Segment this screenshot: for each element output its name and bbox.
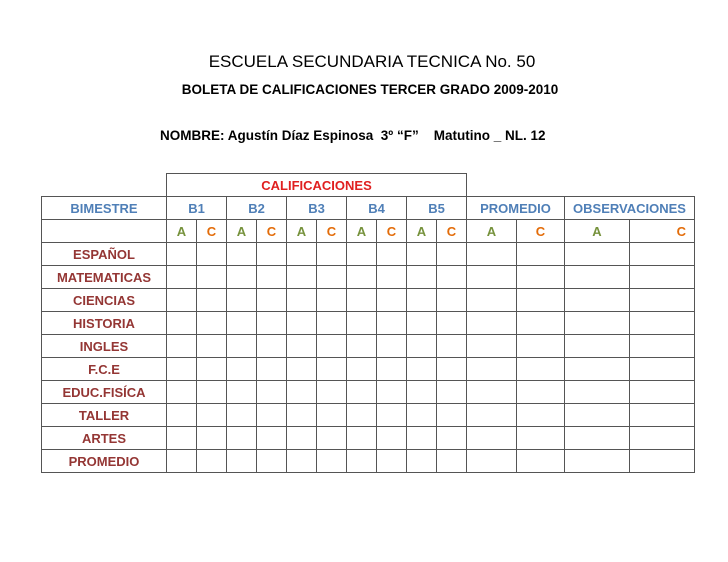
- grade-cell: [257, 289, 287, 312]
- grades-table: [41, 173, 695, 473]
- grade-cell: [317, 289, 347, 312]
- grade-cell: [287, 381, 317, 404]
- grade-cell: [437, 404, 467, 427]
- grade-cell: [407, 450, 437, 473]
- subject-row: [42, 381, 695, 404]
- grade-cell: [437, 427, 467, 450]
- grade-cell: [467, 266, 517, 289]
- grade-cell: [317, 404, 347, 427]
- grade-cell: [197, 427, 227, 450]
- grade-cell: [287, 404, 317, 427]
- grade-cell: [565, 312, 630, 335]
- bimestre-header: BIMESTRE: [42, 197, 167, 220]
- subject-label: CIENCIAS: [42, 289, 167, 312]
- subject-row: [42, 312, 695, 335]
- grade-cell: [565, 427, 630, 450]
- grade-cell: [467, 427, 517, 450]
- grade-cell: [517, 266, 565, 289]
- grade-cell: [167, 381, 197, 404]
- grade-cell: [565, 404, 630, 427]
- grade-cell: [287, 243, 317, 266]
- grade-cell: [437, 381, 467, 404]
- grade-cell: [167, 243, 197, 266]
- grade-cell: [630, 381, 695, 404]
- subject-row: [42, 404, 695, 427]
- a-header: A: [565, 220, 630, 243]
- c-header: C: [437, 220, 467, 243]
- c-header: C: [517, 220, 565, 243]
- grade-cell: [565, 358, 630, 381]
- b4-header: B4: [347, 197, 407, 220]
- grade-cell: [227, 358, 257, 381]
- grade-cell: [630, 404, 695, 427]
- grade-cell: [197, 266, 227, 289]
- sub-header-row: [42, 220, 695, 243]
- grade-cell: [167, 335, 197, 358]
- grade-cell: [565, 289, 630, 312]
- grade-cell: [347, 243, 377, 266]
- grade-cell: [467, 404, 517, 427]
- grade-cell: [377, 266, 407, 289]
- grade-cell: [257, 312, 287, 335]
- grade-cell: [257, 450, 287, 473]
- grade-cell: [287, 427, 317, 450]
- grade-cell: [377, 450, 407, 473]
- b1-header: B1: [167, 197, 227, 220]
- grade-cell: [517, 404, 565, 427]
- grade-cell: [287, 266, 317, 289]
- grade-cell: [347, 358, 377, 381]
- grade-cell: [407, 427, 437, 450]
- b5-header: B5: [407, 197, 467, 220]
- c-header: C: [257, 220, 287, 243]
- grade-cell: [517, 335, 565, 358]
- grade-cell: [517, 381, 565, 404]
- subject-label: ESPAÑOL: [42, 243, 167, 266]
- c-header: C: [630, 220, 695, 243]
- grade-cell: [317, 427, 347, 450]
- grade-cell: [630, 266, 695, 289]
- subject-row: [42, 427, 695, 450]
- grade-cell: [407, 266, 437, 289]
- observaciones-header: OBSERVACIONES: [565, 197, 695, 220]
- grade-cell: [227, 312, 257, 335]
- grade-cell: [630, 243, 695, 266]
- c-header: C: [197, 220, 227, 243]
- grade-cell: [517, 358, 565, 381]
- grade-cell: [347, 312, 377, 335]
- grade-cell: [167, 266, 197, 289]
- grade-cell: [167, 358, 197, 381]
- subject-label: F.C.E: [42, 358, 167, 381]
- grade-cell: [167, 427, 197, 450]
- grade-cell: [197, 289, 227, 312]
- grade-cell: [197, 335, 227, 358]
- grade-cell: [287, 335, 317, 358]
- grade-cell: [197, 312, 227, 335]
- grade-cell: [197, 381, 227, 404]
- subject-label: INGLES: [42, 335, 167, 358]
- grade-cell: [517, 243, 565, 266]
- grade-cell: [317, 243, 347, 266]
- grade-cell: [227, 289, 257, 312]
- grade-cell: [287, 312, 317, 335]
- grade-cell: [167, 404, 197, 427]
- grade-cell: [377, 335, 407, 358]
- grade-cell: [467, 450, 517, 473]
- grade-cell: [227, 243, 257, 266]
- grade-cell: [377, 381, 407, 404]
- grade-cell: [317, 266, 347, 289]
- calificaciones-header: CALIFICACIONES: [167, 174, 467, 197]
- column-header-row: [42, 197, 695, 220]
- group-header-row: [42, 174, 695, 197]
- grade-cell: [227, 427, 257, 450]
- grade-cell: [517, 450, 565, 473]
- grade-cell: [227, 266, 257, 289]
- subject-row: [42, 335, 695, 358]
- grade-cell: [317, 335, 347, 358]
- grade-cell: [377, 312, 407, 335]
- student-line: NOMBRE: Agustín Díaz Espinosa 3º “F” Matutino _ NL. 12: [160, 128, 546, 143]
- subject-row: [42, 289, 695, 312]
- grade-cell: [197, 358, 227, 381]
- grade-cell: [197, 243, 227, 266]
- grade-cell: [407, 335, 437, 358]
- grade-cell: [317, 312, 347, 335]
- grade-cell: [407, 312, 437, 335]
- grade-cell: [437, 335, 467, 358]
- grade-cell: [467, 335, 517, 358]
- a-header: A: [227, 220, 257, 243]
- c-header: C: [377, 220, 407, 243]
- grade-cell: [437, 266, 467, 289]
- grade-cell: [630, 335, 695, 358]
- a-header: A: [467, 220, 517, 243]
- subject-row: [42, 450, 695, 473]
- grade-cell: [347, 404, 377, 427]
- grade-cell: [257, 381, 287, 404]
- grade-cell: [407, 381, 437, 404]
- grade-cell: [257, 404, 287, 427]
- grade-cell: [227, 450, 257, 473]
- grade-cell: [630, 289, 695, 312]
- grade-cell: [347, 266, 377, 289]
- subject-label: TALLER: [42, 404, 167, 427]
- grade-cell: [565, 266, 630, 289]
- grade-cell: [347, 450, 377, 473]
- grade-cell: [517, 427, 565, 450]
- grade-cell: [347, 381, 377, 404]
- grade-cell: [317, 381, 347, 404]
- grade-cell: [167, 289, 197, 312]
- grade-cell: [377, 404, 407, 427]
- grade-cell: [227, 335, 257, 358]
- grade-cell: [257, 335, 287, 358]
- grade-cell: [257, 266, 287, 289]
- subject-label: PROMEDIO: [42, 450, 167, 473]
- b3-header: B3: [287, 197, 347, 220]
- grade-cell: [377, 358, 407, 381]
- blank-cell: [467, 174, 695, 197]
- grade-cell: [227, 404, 257, 427]
- c-header: C: [317, 220, 347, 243]
- grade-cell: [565, 450, 630, 473]
- grade-cell: [467, 289, 517, 312]
- blank-cell: [42, 220, 167, 243]
- a-header: A: [347, 220, 377, 243]
- grade-cell: [377, 427, 407, 450]
- grade-cell: [407, 243, 437, 266]
- grade-cell: [517, 289, 565, 312]
- grade-cell: [565, 381, 630, 404]
- grade-cell: [437, 243, 467, 266]
- grade-cell: [257, 358, 287, 381]
- subject-label: MATEMATICAS: [42, 266, 167, 289]
- grade-cell: [227, 381, 257, 404]
- grade-cell: [630, 358, 695, 381]
- a-header: A: [407, 220, 437, 243]
- b2-header: B2: [227, 197, 287, 220]
- grade-cell: [407, 358, 437, 381]
- grade-cell: [565, 243, 630, 266]
- a-header: A: [287, 220, 317, 243]
- subject-row: [42, 358, 695, 381]
- grade-cell: [347, 427, 377, 450]
- grade-cell: [630, 450, 695, 473]
- subject-label: EDUC.FISÍCA: [42, 381, 167, 404]
- subject-row: [42, 243, 695, 266]
- grade-cell: [630, 427, 695, 450]
- grade-cell: [467, 381, 517, 404]
- report-subtitle: BOLETA DE CALIFICACIONES TERCER GRADO 2009-2010: [181, 82, 559, 97]
- grade-cell: [437, 312, 467, 335]
- grade-cell: [197, 450, 227, 473]
- grade-cell: [630, 312, 695, 335]
- grade-cell: [197, 404, 227, 427]
- grade-cell: [517, 312, 565, 335]
- grade-cell: [467, 312, 517, 335]
- a-header: A: [167, 220, 197, 243]
- grade-cell: [287, 450, 317, 473]
- grade-cell: [565, 335, 630, 358]
- grade-cell: [317, 450, 347, 473]
- promedio-header: PROMEDIO: [467, 197, 565, 220]
- subject-label: ARTES: [42, 427, 167, 450]
- grade-cell: [407, 404, 437, 427]
- grade-cell: [167, 312, 197, 335]
- grade-cell: [437, 289, 467, 312]
- grade-cell: [377, 243, 407, 266]
- grade-cell: [257, 427, 287, 450]
- grade-cell: [317, 358, 347, 381]
- grade-cell: [347, 289, 377, 312]
- grade-cell: [437, 358, 467, 381]
- grade-cell: [437, 450, 467, 473]
- school-title: ESCUELA SECUNDARIA TECNICA No. 50: [208, 52, 536, 71]
- grade-cell: [257, 243, 287, 266]
- grade-cell: [347, 335, 377, 358]
- blank-cell: [42, 174, 167, 197]
- grade-cell: [467, 358, 517, 381]
- grade-cell: [407, 289, 437, 312]
- subject-row: [42, 266, 695, 289]
- subject-label: HISTORIA: [42, 312, 167, 335]
- grade-cell: [377, 289, 407, 312]
- grade-cell: [287, 289, 317, 312]
- grade-cell: [467, 243, 517, 266]
- grade-cell: [287, 358, 317, 381]
- grade-cell: [167, 450, 197, 473]
